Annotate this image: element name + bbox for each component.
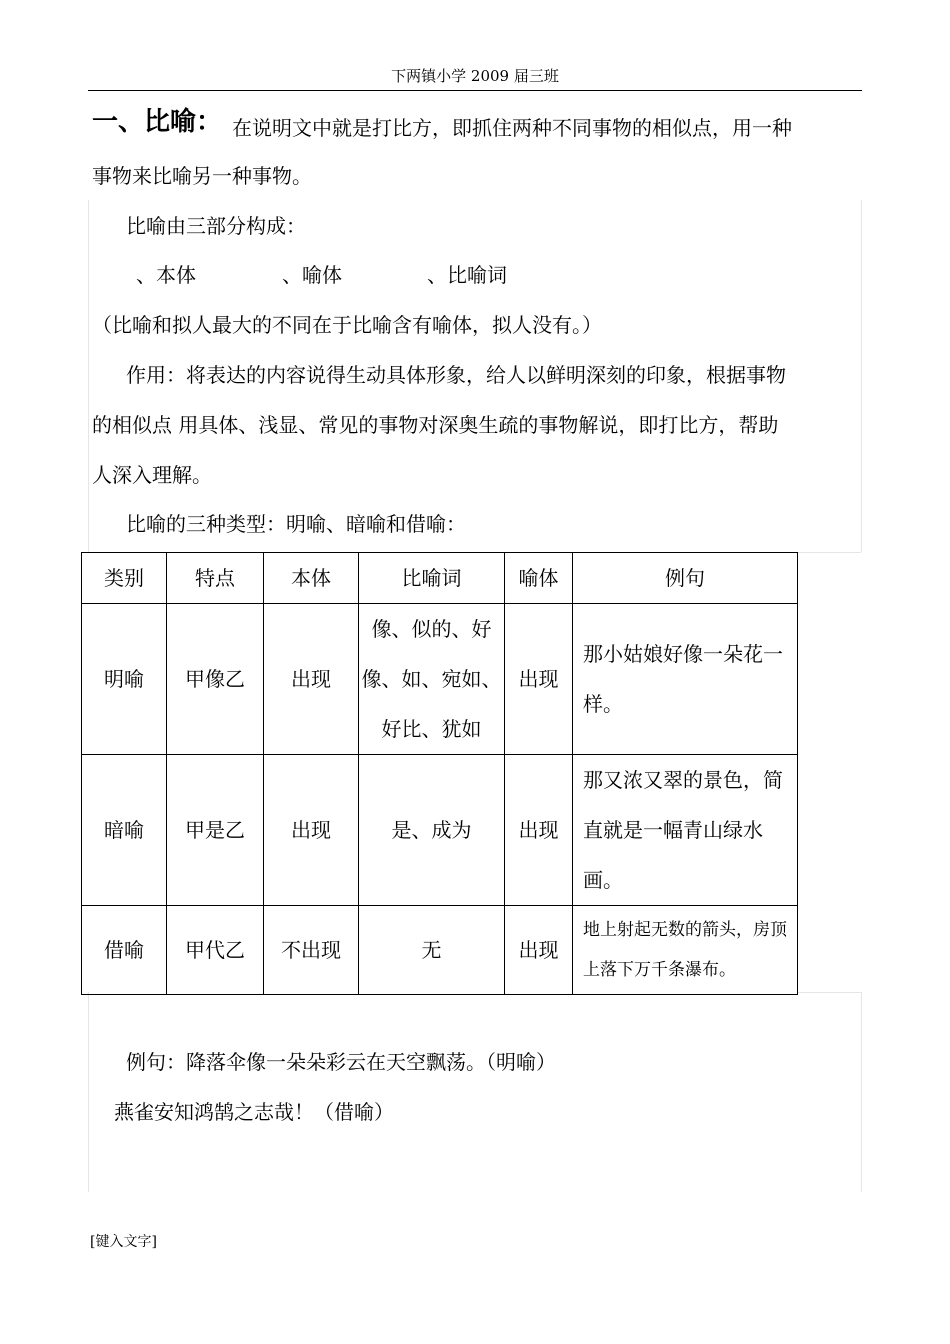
table-cell: 是、成为 bbox=[359, 755, 505, 906]
table-cell-example: 那小姑娘好像一朵花一样。 bbox=[573, 604, 798, 755]
part-3: 、比喻词 bbox=[427, 263, 507, 287]
box-border-right bbox=[861, 200, 862, 552]
header-cell-tenor: 本体 bbox=[264, 553, 359, 604]
box2-border-left bbox=[88, 992, 89, 1192]
part-2: 、喻体 bbox=[282, 263, 342, 287]
header-rule bbox=[88, 90, 862, 91]
table-cell: 甲代乙 bbox=[167, 906, 264, 995]
table-cell: 借喻 bbox=[82, 906, 167, 995]
example-line-2: 燕雀安知鸿鹄之志哉！（借喻） bbox=[114, 1100, 394, 1124]
box-border-left bbox=[88, 200, 89, 552]
function-line-1: 作用：将表达的内容说得生动具体形象，给人以鲜明深刻的印象，根据事物 bbox=[126, 363, 786, 387]
section-title: 一、比喻： bbox=[92, 107, 223, 137]
header-cell-comparator: 比喻词 bbox=[359, 553, 505, 604]
composition-heading: 比喻由三部分构成： bbox=[126, 214, 306, 238]
table-cell: 无 bbox=[359, 906, 505, 995]
table-header-row bbox=[82, 553, 798, 604]
page-footer: [键入文字] bbox=[90, 1234, 157, 1250]
table-row bbox=[82, 755, 798, 906]
table-cell: 出现 bbox=[505, 604, 573, 755]
header-cell-vehicle: 喻体 bbox=[505, 553, 573, 604]
table-cell: 不出现 bbox=[264, 906, 359, 995]
table-cell: 出现 bbox=[264, 604, 359, 755]
page-header: 下两镇小学 2009 届三班 bbox=[391, 67, 559, 85]
table-cell: 像、似的、好像、如、宛如、好比、犹如 bbox=[359, 604, 505, 755]
box-border-bottom bbox=[797, 552, 861, 553]
table-cell: 暗喻 bbox=[82, 755, 167, 906]
table-cell: 出现 bbox=[264, 755, 359, 906]
comparison-note: （比喻和拟人最大的不同在于比喻含有喻体，拟人没有。） bbox=[92, 313, 602, 337]
header-cell-feature: 特点 bbox=[167, 553, 264, 604]
box2-border-right bbox=[861, 992, 862, 1192]
types-heading: 比喻的三种类型：明喻、暗喻和借喻： bbox=[126, 512, 466, 536]
part-1: 、本体 bbox=[136, 263, 196, 287]
table-cell: 出现 bbox=[505, 906, 573, 995]
metaphor-types-table bbox=[81, 552, 798, 995]
function-line-3: 人深入理解。 bbox=[92, 463, 212, 487]
table-row bbox=[82, 906, 798, 995]
definition-line-2: 事物来比喻另一种事物。 bbox=[92, 164, 312, 188]
table-cell: 甲像乙 bbox=[167, 604, 264, 755]
table-cell: 甲是乙 bbox=[167, 755, 264, 906]
header-cell-category: 类别 bbox=[82, 553, 167, 604]
box2-border-top bbox=[797, 992, 861, 993]
table-cell: 出现 bbox=[505, 755, 573, 906]
table-cell-example: 地上射起无数的箭头，房顶上落下万千条瀑布。 bbox=[573, 906, 798, 995]
example-line-1: 例句：降落伞像一朵朵彩云在天空飘荡。（明喻） bbox=[126, 1050, 556, 1074]
table-cell: 明喻 bbox=[82, 604, 167, 755]
table-cell-example: 那又浓又翠的景色，简直就是一幅青山绿水画。 bbox=[573, 755, 798, 906]
header-cell-example: 例句 bbox=[573, 553, 798, 604]
table-row bbox=[82, 604, 798, 755]
function-line-2: 的相似点 用具体、浅显、常见的事物对深奥生疏的事物解说，即打比方，帮助 bbox=[92, 413, 779, 437]
definition-line-1: 在说明文中就是打比方，即抓住两种不同事物的相似点，用一种 bbox=[232, 116, 792, 140]
